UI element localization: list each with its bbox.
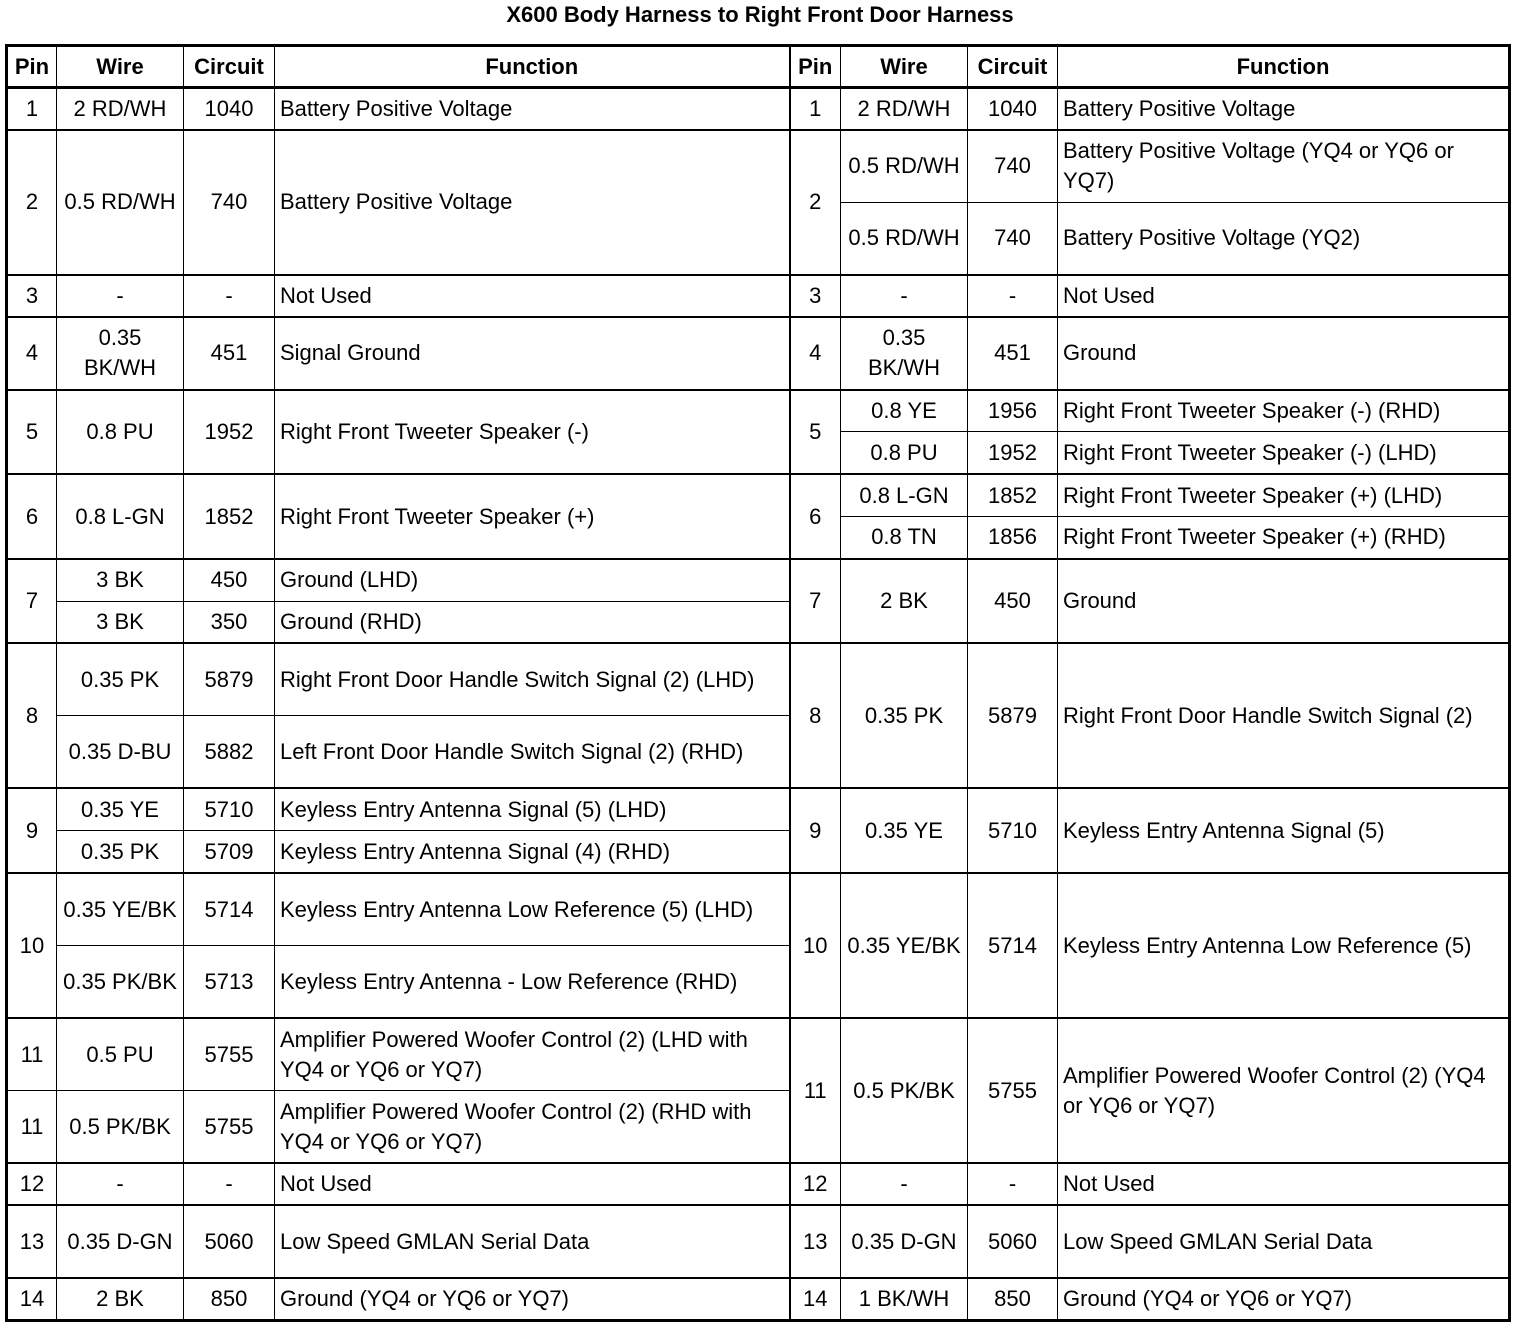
table-row: [7, 643, 1510, 716]
wire-cell: 3 BK: [57, 601, 184, 643]
circuit-cell: 1856: [968, 517, 1058, 559]
function-cell: Ground (YQ4 or YQ6 or YQ7): [1058, 1278, 1510, 1321]
circuit-cell: 450: [184, 559, 275, 601]
function-cell: Battery Positive Voltage: [275, 88, 790, 130]
wire-cell: 0.8 YE: [841, 390, 968, 432]
function-cell: Left Front Door Handle Switch Signal (2) (RHD): [275, 716, 790, 789]
circuit-cell: -: [968, 1163, 1058, 1205]
function-cell: Ground (LHD): [275, 559, 790, 601]
pin-cell: 3: [790, 275, 841, 317]
wire-cell: 0.35 PK: [57, 643, 184, 716]
wire-cell: 0.8 PU: [57, 390, 184, 475]
circuit-cell: -: [968, 275, 1058, 317]
function-cell: Keyless Entry Antenna Signal (5): [1058, 788, 1510, 873]
wire-cell: 0.5 PK/BK: [841, 1018, 968, 1163]
wire-cell: 0.5 RD/WH: [841, 130, 968, 203]
circuit-cell: 5882: [184, 716, 275, 789]
wire-cell: 3 BK: [57, 559, 184, 601]
table-row: [7, 873, 1510, 946]
function-cell: Right Front Door Handle Switch Signal (2) (LHD): [275, 643, 790, 716]
connector-pinout-table: [5, 44, 1511, 1322]
circuit-cell: 740: [968, 130, 1058, 203]
pin-cell: 14: [7, 1278, 57, 1321]
circuit-cell: 5879: [968, 643, 1058, 788]
wire-cell: 0.35 D-GN: [841, 1205, 968, 1278]
pin-cell: 8: [790, 643, 841, 788]
wire-cell: 0.5 RD/WH: [57, 130, 184, 275]
wire-cell: -: [841, 1163, 968, 1205]
pin-cell: 5: [7, 390, 57, 475]
circuit-cell: 5709: [184, 831, 275, 873]
circuit-cell: 451: [184, 317, 275, 390]
header-pin: Pin: [7, 46, 57, 88]
function-cell: Battery Positive Voltage (YQ4 or YQ6 or YQ7): [1058, 130, 1510, 203]
wire-cell: 0.35 BK/WH: [57, 317, 184, 390]
circuit-cell: 5755: [184, 1091, 275, 1164]
circuit-cell: 5755: [184, 1018, 275, 1091]
table-row: [7, 1018, 1510, 1091]
circuit-cell: 350: [184, 601, 275, 643]
header-wire: Wire: [841, 46, 968, 88]
wire-cell: 0.8 TN: [841, 517, 968, 559]
pin-cell: 6: [790, 474, 841, 559]
header-pin: Pin: [790, 46, 841, 88]
table-title: X600 Body Harness to Right Front Door Harness: [506, 2, 1014, 27]
function-cell: Right Front Tweeter Speaker (-): [275, 390, 790, 475]
pin-cell: 8: [7, 643, 57, 788]
circuit-cell: 450: [968, 559, 1058, 644]
circuit-cell: 1852: [184, 474, 275, 559]
circuit-cell: 451: [968, 317, 1058, 390]
pin-cell: 13: [7, 1205, 57, 1278]
circuit-cell: 5060: [968, 1205, 1058, 1278]
circuit-cell: 740: [968, 202, 1058, 275]
table-row: [7, 1163, 1510, 1205]
pin-cell: 9: [7, 788, 57, 873]
wire-cell: 1 BK/WH: [841, 1278, 968, 1321]
table-row: [7, 390, 1510, 432]
function-cell: Low Speed GMLAN Serial Data: [275, 1205, 790, 1278]
function-cell: Keyless Entry Antenna Signal (5) (LHD): [275, 788, 790, 830]
function-cell: Ground: [1058, 559, 1510, 644]
wire-cell: 0.5 PU: [57, 1018, 184, 1091]
wire-cell: 0.35 D-BU: [57, 716, 184, 789]
function-cell: Right Front Tweeter Speaker (+): [275, 474, 790, 559]
circuit-cell: 1952: [184, 390, 275, 475]
circuit-cell: 1952: [968, 432, 1058, 474]
circuit-cell: 850: [184, 1278, 275, 1321]
pin-cell: 3: [7, 275, 57, 317]
circuit-cell: 1956: [968, 390, 1058, 432]
circuit-cell: 1040: [184, 88, 275, 130]
wire-cell: 0.35 PK: [57, 831, 184, 873]
wire-cell: -: [57, 1163, 184, 1205]
pin-cell: 2: [7, 130, 57, 275]
header-circuit: Circuit: [968, 46, 1058, 88]
pin-cell: 11: [7, 1091, 57, 1164]
circuit-cell: 5710: [968, 788, 1058, 873]
pin-cell: 4: [7, 317, 57, 390]
function-cell: Keyless Entry Antenna - Low Reference (RHD): [275, 946, 790, 1019]
wire-cell: 0.35 PK: [841, 643, 968, 788]
header-circuit: Circuit: [184, 46, 275, 88]
table-row: [7, 474, 1510, 516]
function-cell: Battery Positive Voltage: [275, 130, 790, 275]
pin-cell: 11: [7, 1018, 57, 1091]
function-cell: Amplifier Powered Woofer Control (2) (RHD with YQ4 or YQ6 or YQ7): [275, 1091, 790, 1164]
function-cell: Right Front Tweeter Speaker (+) (LHD): [1058, 474, 1510, 516]
function-cell: Signal Ground: [275, 317, 790, 390]
pin-cell: 10: [790, 873, 841, 1018]
function-cell: Ground: [1058, 317, 1510, 390]
pin-cell: 9: [790, 788, 841, 873]
wire-cell: 0.35 YE/BK: [841, 873, 968, 1018]
wire-cell: 0.8 L-GN: [57, 474, 184, 559]
function-cell: Right Front Tweeter Speaker (+) (RHD): [1058, 517, 1510, 559]
wire-cell: 0.8 L-GN: [841, 474, 968, 516]
circuit-cell: 5755: [968, 1018, 1058, 1163]
pin-cell: 7: [790, 559, 841, 644]
circuit-cell: 5714: [184, 873, 275, 946]
circuit-cell: 1040: [968, 88, 1058, 130]
function-cell: Amplifier Powered Woofer Control (2) (LHD with YQ4 or YQ6 or YQ7): [275, 1018, 790, 1091]
function-cell: Ground (RHD): [275, 601, 790, 643]
function-cell: Right Front Door Handle Switch Signal (2): [1058, 643, 1510, 788]
function-cell: Battery Positive Voltage (YQ2): [1058, 202, 1510, 275]
pin-cell: 1: [7, 88, 57, 130]
function-cell: Right Front Tweeter Speaker (-) (LHD): [1058, 432, 1510, 474]
function-cell: Keyless Entry Antenna Low Reference (5): [1058, 873, 1510, 1018]
wire-cell: 0.5 PK/BK: [57, 1091, 184, 1164]
header-wire: Wire: [57, 46, 184, 88]
function-cell: Not Used: [275, 275, 790, 317]
wire-cell: -: [57, 275, 184, 317]
pin-cell: 14: [790, 1278, 841, 1321]
pin-cell: 5: [790, 390, 841, 475]
pin-cell: 2: [790, 130, 841, 275]
table-row: [7, 559, 1510, 601]
function-cell: Ground (YQ4 or YQ6 or YQ7): [275, 1278, 790, 1321]
function-cell: Amplifier Powered Woofer Control (2) (YQ4 or YQ6 or YQ7): [1058, 1018, 1510, 1163]
function-cell: Keyless Entry Antenna Signal (4) (RHD): [275, 831, 790, 873]
pin-cell: 1: [790, 88, 841, 130]
header-function: Function: [275, 46, 790, 88]
table-row: [7, 130, 1510, 203]
function-cell: Not Used: [1058, 275, 1510, 317]
wire-cell: 2 RD/WH: [57, 88, 184, 130]
wire-cell: -: [841, 275, 968, 317]
pin-cell: 4: [790, 317, 841, 390]
circuit-cell: -: [184, 1163, 275, 1205]
function-cell: Not Used: [1058, 1163, 1510, 1205]
circuit-cell: 740: [184, 130, 275, 275]
circuit-cell: 850: [968, 1278, 1058, 1321]
pin-cell: 13: [790, 1205, 841, 1278]
function-cell: Right Front Tweeter Speaker (-) (RHD): [1058, 390, 1510, 432]
wire-cell: 0.35 YE: [57, 788, 184, 830]
function-cell: Keyless Entry Antenna Low Reference (5) (LHD): [275, 873, 790, 946]
table-row: [7, 88, 1510, 130]
circuit-cell: 5713: [184, 946, 275, 1019]
wire-cell: 2 BK: [841, 559, 968, 644]
header-row: [7, 46, 1510, 88]
function-cell: Battery Positive Voltage: [1058, 88, 1510, 130]
wire-cell: 2 RD/WH: [841, 88, 968, 130]
pin-cell: 10: [7, 873, 57, 1018]
table-row: [7, 1278, 1510, 1321]
wire-cell: 0.35 D-GN: [57, 1205, 184, 1278]
table-row: [7, 1205, 1510, 1278]
pin-cell: 7: [7, 559, 57, 644]
wire-cell: 0.35 YE: [841, 788, 968, 873]
table-row: [7, 317, 1510, 390]
table-body: [7, 88, 1510, 1321]
wire-cell: 0.5 RD/WH: [841, 202, 968, 275]
header-function: Function: [1058, 46, 1510, 88]
table-row: [7, 275, 1510, 317]
pin-cell: 6: [7, 474, 57, 559]
wire-cell: 0.35 PK/BK: [57, 946, 184, 1019]
circuit-cell: 5710: [184, 788, 275, 830]
circuit-cell: 5879: [184, 643, 275, 716]
circuit-cell: 5714: [968, 873, 1058, 1018]
pin-cell: 12: [7, 1163, 57, 1205]
function-cell: Low Speed GMLAN Serial Data: [1058, 1205, 1510, 1278]
function-cell: Not Used: [275, 1163, 790, 1205]
pin-cell: 11: [790, 1018, 841, 1163]
wire-cell: 2 BK: [57, 1278, 184, 1321]
wire-cell: 0.8 PU: [841, 432, 968, 474]
wire-cell: 0.35 YE/BK: [57, 873, 184, 946]
pin-cell: 12: [790, 1163, 841, 1205]
circuit-cell: 1852: [968, 474, 1058, 516]
wire-cell: 0.35 BK/WH: [841, 317, 968, 390]
circuit-cell: -: [184, 275, 275, 317]
table-row: [7, 788, 1510, 830]
circuit-cell: 5060: [184, 1205, 275, 1278]
